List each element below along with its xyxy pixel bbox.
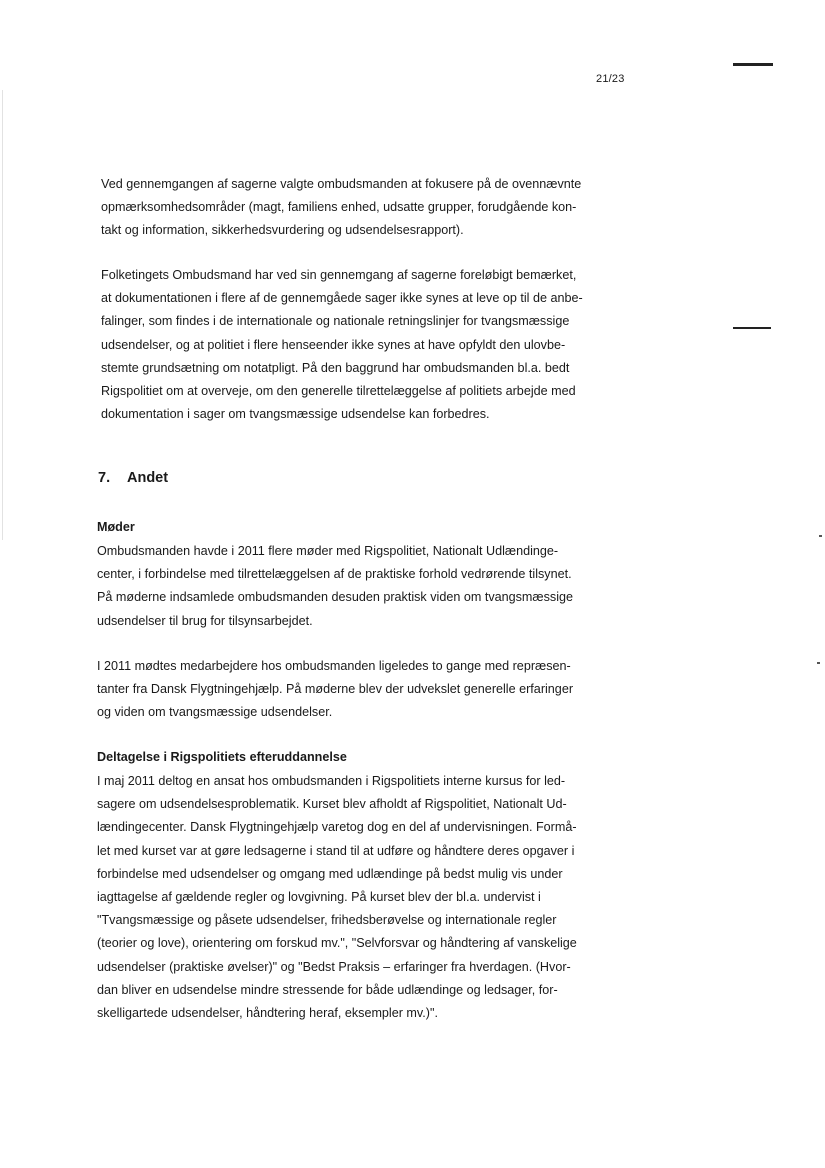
text-line: Ombudsmanden havde i 2011 flere møder med Rigspolitiet, Nationalt Udlændinge- [97, 544, 559, 558]
text-line: Ved gennemgangen af sagerne valgte ombudsmanden at fokusere på de ovennævnte [101, 177, 582, 191]
text-line: stemte grundsætning om notatpligt. På den baggrund har ombudsmanden bl.a. bedt [101, 360, 570, 375]
text-line: sagere om udsendelsesproblematik. Kurset blev afholdt af Rigspolitiet, Nationalt Ud- [97, 797, 567, 812]
intro-paragraph-2 [101, 264, 583, 426]
text-line: (teorier og love), orientering om forskud mv.", "Selvforsvar og håndtering af vanskelige [97, 936, 577, 951]
text-line: iagttagelse af gældende regler og lovgivning. På kurset blev der bl.a. undervist i [97, 889, 541, 904]
section-title: Andet [127, 470, 169, 486]
text-line: I 2011 mødtes medarbejdere hos ombudsmanden ligeledes to gange med repræsen- [97, 659, 571, 673]
text-line: center, i forbindelse med tilrettelæggelsen af de praktiske forhold vedrørende tilsynet. [97, 567, 572, 582]
text-line: forbindelse med udsendelser og omgang med udlændinge på bedst mulig vis under [97, 866, 563, 881]
subheading-efteruddannelse: Deltagelse i Rigspolitiets efteruddannelse [97, 750, 347, 764]
text-line: skelligartede udsendelser, håndtering heraf, eksempler mv.)". [97, 1005, 438, 1020]
text-line: udsendelser, og at politiet i flere henseender ikke synes at have opfyldt den ulovbe- [101, 337, 566, 352]
text-line: tanter fra Dansk Flygtningehjælp. På møderne blev der udvekslet generelle erfaringer [97, 682, 574, 697]
edge-tick [819, 535, 822, 537]
margin-mark-middle [733, 327, 771, 329]
moder-paragraph-1 [97, 540, 573, 633]
moder-paragraph-2 [97, 655, 573, 725]
text-line: udsendelser (praktiske øvelser)" og "Bedst Praksis – erfaringer fra hverdagen. (Hvor- [97, 959, 571, 974]
text-line: Rigspolitiet om at overveje, om den generelle tilrettelæggelse af politiets arbejde med [101, 383, 576, 398]
text-line: Folketingets Ombudsmand har ved sin gennemgang af sagerne foreløbigt bemærket, [101, 268, 577, 282]
text-line: I maj 2011 deltog en ansat hos ombudsmanden i Rigspolitiets interne kursus for led- [97, 774, 566, 788]
section-number: 7. [98, 470, 111, 486]
text-line: På møderne indsamlede ombudsmanden desuden praktisk viden om tvangsmæssige [97, 590, 574, 605]
text-line: at dokumentationen i flere af de gennemgåede sager ikke synes at leve op til de anbe- [101, 291, 583, 306]
text-line: dan bliver en udsendelse mindre stressende for både udlændinge og ledsager, for- [97, 982, 558, 997]
edge-tick [817, 662, 820, 664]
text-line: udsendelser til brug for tilsynsarbejdet. [97, 613, 313, 628]
intro-paragraph-1 [101, 173, 581, 243]
text-line: takt og information, sikkerhedsvurdering og udsendelsesrapport). [101, 223, 464, 238]
text-line: dokumentation i sager om tvangsmæssige udsendelse kan forbedres. [101, 407, 490, 422]
page-number: 21/23 [596, 73, 625, 85]
margin-mark-top [733, 63, 773, 66]
text-line: "Tvangsmæssige og påsete udsendelser, frihedsberøvelse og internationale regler [97, 913, 557, 928]
efteruddannelse-paragraph [97, 770, 577, 1025]
text-line: let med kurset var at gøre ledsagerne i stand til at udføre og håndtere deres opgaver i [97, 843, 575, 858]
subheading-moder: Møder [97, 520, 135, 534]
text-line: falinger, som findes i de internationale og nationale retningslinjer for tvangsmæssige [101, 314, 570, 329]
scan-edge-line [2, 90, 3, 540]
text-line: lændingecenter. Dansk Flygtningehjælp varetog dog en del af undervisningen. Formå- [97, 820, 577, 835]
text-line: og viden om tvangsmæssige udsendelser. [97, 705, 333, 720]
text-line: opmærksomhedsområder (magt, familiens enhed, udsatte grupper, forudgående kon- [101, 200, 577, 215]
section-heading [98, 470, 168, 486]
